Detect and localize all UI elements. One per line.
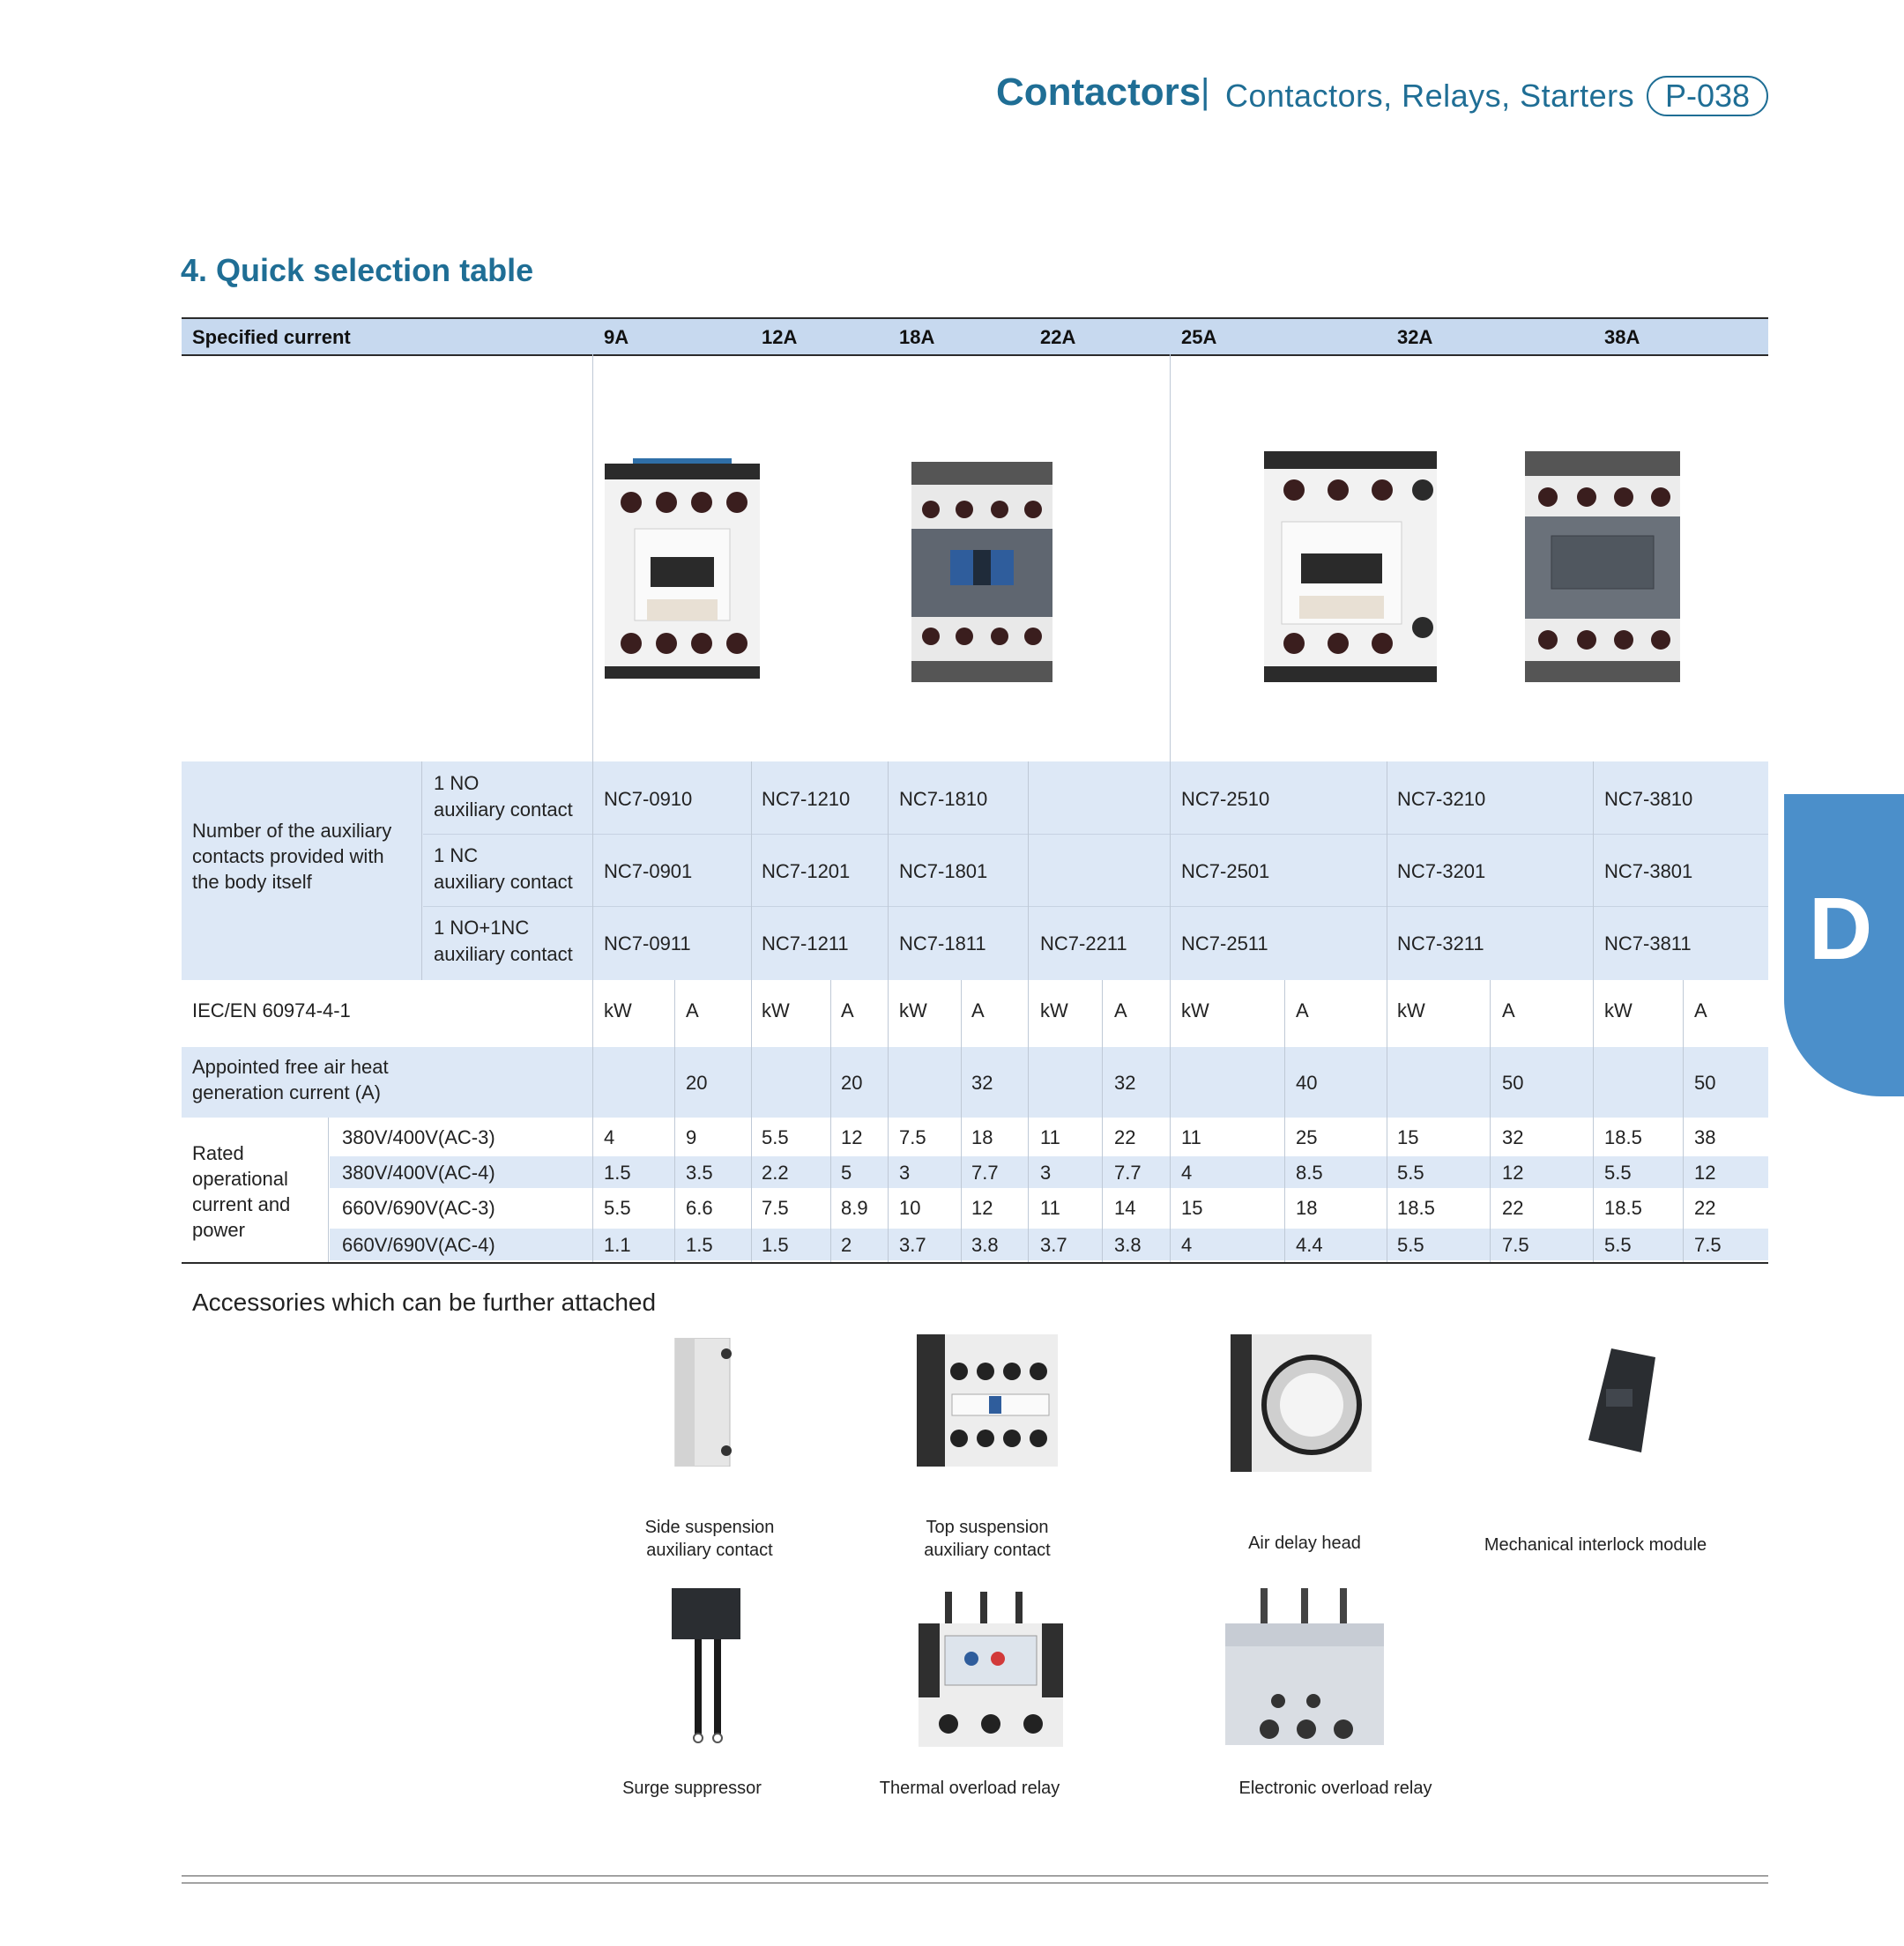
model-number: NC7-1801 (899, 860, 988, 882)
rated-a-value: 22 (1114, 1126, 1136, 1148)
rated-kw-value: 1.5 (762, 1234, 789, 1256)
aux-row-divider-2 (423, 906, 1768, 907)
current-header-32a: 32A (1397, 326, 1433, 348)
rated-kw-value: 5.5 (1604, 1162, 1632, 1184)
specified-current-label: Specified current (192, 326, 351, 348)
table-top-rule (182, 317, 1768, 319)
rated-kw-value: 3.7 (1040, 1234, 1067, 1256)
rated-a-value: 25 (1296, 1126, 1318, 1148)
model-number: NC7-0911 (604, 932, 691, 954)
side-suspension-contact-image (668, 1338, 739, 1467)
heat-current-value: 20 (841, 1072, 863, 1094)
accessory-caption-line1: Side suspension (644, 1518, 775, 1537)
subcol-divider-22a (1102, 980, 1103, 1262)
rated-a-value: 7.5 (1694, 1234, 1722, 1256)
rated-kw-value: 4 (1181, 1162, 1193, 1184)
rated-kw-value: 4 (604, 1126, 615, 1148)
table-header-rule (182, 354, 1768, 356)
rated-kw-value: 18.5 (1604, 1197, 1642, 1219)
contactor-image-32a-38a (1525, 451, 1680, 682)
rated-row-label: 660V/690V(AC-4) (342, 1234, 495, 1256)
subcol-divider-25a (1284, 980, 1285, 1262)
rated-current-label: Rated operational current and power (192, 1142, 291, 1241)
heat-current-value: 50 (1502, 1072, 1524, 1094)
accessory-caption-line1: Mechanical interlock module (1484, 1535, 1707, 1555)
unit-a: A (686, 999, 699, 1021)
table-bottom-rule (182, 1262, 1768, 1264)
surge-suppressor-image (668, 1588, 744, 1747)
rated-row-label: 660V/690V(AC-3) (342, 1197, 495, 1219)
rated-a-value: 14 (1114, 1197, 1136, 1219)
current-header-9a: 9A (604, 326, 629, 348)
rated-a-value: 3.8 (1114, 1234, 1142, 1256)
rated-kw-value: 5.5 (1604, 1234, 1632, 1256)
rated-label-divider (328, 1118, 329, 1262)
unit-kw: kW (899, 999, 927, 1021)
footer-rule-1 (182, 1875, 1768, 1876)
rated-a-value: 18 (1296, 1197, 1318, 1219)
heat-current-value: 40 (1296, 1072, 1318, 1094)
subcol-divider-18a (961, 980, 962, 1262)
rated-a-value: 1.5 (686, 1234, 713, 1256)
model-number: NC7-3811 (1604, 932, 1692, 954)
rated-kw-value: 11 (1040, 1197, 1060, 1219)
accessory-caption-line1: Electronic overload relay (1238, 1779, 1432, 1798)
model-number: NC7-1211 (762, 932, 849, 954)
rated-row-label: 380V/400V(AC-4) (342, 1162, 495, 1184)
table-header-band (182, 319, 1768, 354)
model-number: NC7-2211 (1040, 932, 1127, 954)
rated-a-value: 7.7 (971, 1162, 999, 1184)
model-number: NC7-0901 (604, 860, 693, 882)
contactor-image-25a (1264, 451, 1437, 682)
accessory-caption (1172, 1532, 1437, 1555)
contactor-image-9a-12a (605, 458, 760, 682)
rated-a-value: 32 (1502, 1126, 1524, 1148)
rated-kw-value: 5.5 (762, 1126, 789, 1148)
accessories-title: Accessories which can be further attached (192, 1289, 657, 1316)
rated-kw-value: 10 (899, 1197, 921, 1219)
rated-a-value: 8.9 (841, 1197, 868, 1219)
section-title: 4. Quick selection table (181, 252, 534, 288)
rated-kw-value: 7.5 (762, 1197, 789, 1219)
rated-kw-value: 2.2 (762, 1162, 789, 1184)
rated-a-value: 9 (686, 1126, 697, 1148)
accessory-caption (873, 1516, 1102, 1562)
rated-kw-value: 5.5 (1397, 1234, 1424, 1256)
model-number: NC7-2511 (1181, 932, 1268, 954)
current-header-12a: 12A (762, 326, 798, 348)
model-number: NC7-0910 (604, 788, 693, 810)
accessory-caption-line1: Surge suppressor (622, 1779, 762, 1798)
header-subtitle: Contactors, Relays, Starters (1225, 78, 1635, 114)
aux-row-label-line1: 1 NO+1NC (434, 917, 530, 939)
col-divider-9a (592, 354, 593, 1262)
model-number: NC7-1811 (899, 932, 986, 954)
rated-a-value: 12 (1694, 1162, 1716, 1184)
accessory-caption (617, 1516, 802, 1562)
rated-a-value: 3.5 (686, 1162, 713, 1184)
accessory-caption-line1: Thermal overload relay (879, 1779, 1060, 1798)
unit-a: A (971, 999, 985, 1021)
model-number: NC7-3810 (1604, 788, 1693, 810)
rated-kw-value: 11 (1181, 1126, 1201, 1148)
unit-a: A (1296, 999, 1309, 1021)
aux-row-label-line1: 1 NC (434, 844, 479, 866)
rated-a-value: 6.6 (686, 1197, 713, 1219)
col-divider-18a (888, 761, 889, 1262)
unit-kw: kW (1181, 999, 1209, 1021)
col-divider-12a (751, 761, 752, 1262)
aux-row-label-line2: auxiliary contact (434, 871, 573, 893)
accessory-caption (846, 1777, 1093, 1800)
current-header-18a: 18A (899, 326, 935, 348)
rated-a-value: 12 (1502, 1162, 1524, 1184)
current-header-38a: 38A (1604, 326, 1640, 348)
heat-current-value: 32 (971, 1072, 993, 1094)
rated-kw-value: 3 (1040, 1162, 1052, 1184)
rated-a-value: 22 (1502, 1197, 1524, 1219)
rated-a-value: 7.5 (1502, 1234, 1529, 1256)
electronic-overload-relay-image (1225, 1588, 1384, 1745)
rated-a-value: 3.8 (971, 1234, 999, 1256)
model-number: NC7-3211 (1397, 932, 1484, 954)
section-tab-letter: D (1809, 880, 1873, 978)
col-divider-25a (1170, 354, 1171, 1262)
rated-kw-value: 11 (1040, 1126, 1060, 1148)
top-suspension-contact-image (917, 1334, 1058, 1467)
unit-a: A (1114, 999, 1127, 1021)
section-tab[interactable] (1784, 794, 1904, 1096)
header-separator: | (1201, 72, 1210, 111)
accessory-caption (1190, 1777, 1481, 1800)
unit-a: A (1694, 999, 1707, 1021)
aux-label-divider (421, 761, 422, 980)
header-title: Contactors (996, 71, 1201, 114)
subcol-divider-32a (1490, 980, 1491, 1262)
model-number: NC7-3801 (1604, 860, 1693, 882)
rated-a-value: 12 (971, 1197, 993, 1219)
rated-a-value: 38 (1694, 1126, 1716, 1148)
mechanical-interlock-image (1585, 1345, 1659, 1456)
rated-a-value: 7.7 (1114, 1162, 1142, 1184)
rated-kw-value: 7.5 (899, 1126, 926, 1148)
rated-kw-value: 1.5 (604, 1162, 631, 1184)
unit-kw: kW (762, 999, 790, 1021)
rated-a-value: 4.4 (1296, 1234, 1323, 1256)
aux-row-label-line2: auxiliary contact (434, 798, 573, 821)
rated-a-value: 12 (841, 1126, 863, 1148)
thermal-overload-relay-image (919, 1592, 1063, 1747)
unit-kw: kW (1040, 999, 1068, 1021)
air-delay-head-image (1231, 1334, 1372, 1472)
heat-current-value: 32 (1114, 1072, 1136, 1094)
model-number: NC7-2510 (1181, 788, 1270, 810)
unit-a: A (841, 999, 854, 1021)
col-divider-38a (1593, 761, 1594, 1262)
model-number: NC7-2501 (1181, 860, 1270, 882)
rated-a-value: 2 (841, 1234, 852, 1256)
accessory-caption-line2: auxiliary contact (646, 1541, 773, 1560)
rated-kw-value: 18.5 (1604, 1126, 1642, 1148)
subcol-divider-9a (674, 980, 675, 1262)
model-number: NC7-1201 (762, 860, 851, 882)
model-number: NC7-3210 (1397, 788, 1486, 810)
current-header-25a: 25A (1181, 326, 1217, 348)
accessory-caption-line1: Air delay head (1248, 1534, 1361, 1553)
model-number: NC7-3201 (1397, 860, 1486, 882)
current-header-22a: 22A (1040, 326, 1076, 348)
aux-row-divider-1 (423, 834, 1768, 835)
rated-a-value: 18 (971, 1126, 993, 1148)
accessory-caption (1446, 1534, 1745, 1556)
heat-current-value: 20 (686, 1072, 708, 1094)
rated-kw-value: 3.7 (899, 1234, 926, 1256)
page-number-badge: P-038 (1647, 76, 1768, 116)
unit-kw: kW (1397, 999, 1425, 1021)
rated-a-value: 5 (841, 1162, 852, 1184)
subcol-divider-38a (1683, 980, 1684, 1262)
rated-kw-value: 4 (1181, 1234, 1193, 1256)
standard-label: IEC/EN 60974-4-1 (192, 999, 351, 1021)
unit-kw: kW (1604, 999, 1633, 1021)
accessory-caption-line2: auxiliary contact (924, 1541, 1051, 1560)
rated-kw-value: 5.5 (1397, 1162, 1424, 1184)
heat-current-label: Appointed free air heat generation current (A) (192, 1056, 389, 1103)
rated-kw-value: 5.5 (604, 1197, 631, 1219)
accessory-caption-line1: Top suspension (926, 1518, 1049, 1537)
subcol-divider-12a (830, 980, 831, 1262)
model-number: NC7-1810 (899, 788, 988, 810)
model-number: NC7-1210 (762, 788, 851, 810)
rated-a-value: 22 (1694, 1197, 1716, 1219)
aux-row-label-line1: 1 NO (434, 772, 480, 794)
rated-kw-value: 18.5 (1397, 1197, 1435, 1219)
heat-current-value: 50 (1694, 1072, 1716, 1094)
rated-kw-value: 3 (899, 1162, 911, 1184)
aux-contacts-group-label: Number of the auxiliary contacts provided with the body itself (192, 820, 392, 893)
rated-a-value: 8.5 (1296, 1162, 1323, 1184)
unit-kw: kW (604, 999, 632, 1021)
contactor-image-18a-22a (911, 462, 1052, 682)
rated-kw-value: 1.1 (604, 1234, 631, 1256)
rated-row-label: 380V/400V(AC-3) (342, 1126, 495, 1148)
unit-a: A (1502, 999, 1515, 1021)
col-divider-22a (1028, 761, 1029, 1262)
accessory-caption (599, 1777, 785, 1800)
aux-row-label-line2: auxiliary contact (434, 943, 573, 965)
rated-kw-value: 15 (1397, 1126, 1419, 1148)
rated-kw-value: 15 (1181, 1197, 1203, 1219)
